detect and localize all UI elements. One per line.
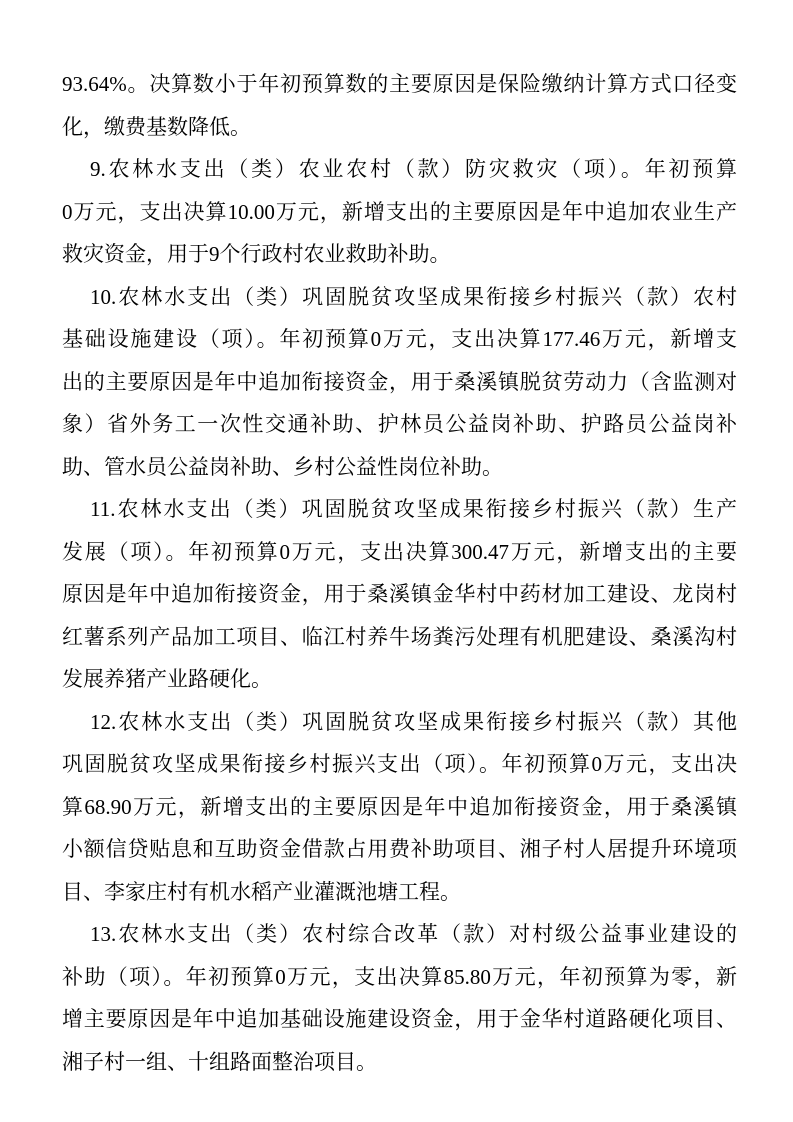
text-line: 出的主要原因是年中追加衔接资金，用于桑溪镇脱贫劳动力（含监测对 — [62, 369, 737, 394]
text-line: 目、李家庄村有机水稻产业灌溉池塘工程。 — [62, 879, 461, 904]
text-line: 助、管水员公益岗补助、乡村公益性岗位补助。 — [62, 454, 503, 479]
text-line: 11.农林水支出（类）巩固脱贫攻坚成果衔接乡村振兴（款）生产 — [90, 497, 737, 521]
text-line: 补助（项）。年初预算0万元，支出决算85.80万元，年初预算为零，新 — [62, 964, 737, 989]
text-line: 象）省外务工一次性交通补助、护林员公益岗补助、护路员公益岗补 — [62, 412, 737, 436]
text-line: 原因是年中追加衔接资金，用于桑溪镇金华村中药材加工建设、龙岗村 — [62, 582, 737, 606]
text-line: 基础设施建设（项）。年初预算0万元，支出决算177.46万元，新增支 — [62, 327, 737, 351]
text-line: 发展（项）。年初预算0万元，支出决算300.47万元，新增支出的主要 — [62, 539, 737, 564]
text-line: 小额信贷贴息和互助资金借款占用费补助项目、湘子村人居提升环境项 — [62, 837, 737, 861]
text-line: 巩固脱贫攻坚成果衔接乡村振兴支出（项）。年初预算0万元，支出决 — [62, 752, 737, 776]
text-line: 湘子村一组、十组路面整治项目。 — [62, 1049, 377, 1074]
paragraph-continuation-item-8 — [62, 63, 737, 148]
paragraph-item-12 — [62, 701, 737, 914]
text-line: 0万元，支出决算10.00万元，新增支出的主要原因是年中追加农业生产 — [62, 199, 737, 224]
text-line: 12.农林水支出（类）巩固脱贫攻坚成果衔接乡村振兴（款）其他 — [90, 709, 737, 734]
text-line: 发展养猪产业路硬化。 — [62, 667, 272, 691]
text-line: 93.64%。决算数小于年初预算数的主要原因是保险缴纳计算方式口径变 — [62, 72, 737, 96]
paragraph-item-13 — [62, 913, 737, 1083]
text-line: 化，缴费基数降低。 — [62, 114, 251, 139]
text-line: 13.农林水支出（类）农村综合改革（款）对村级公益事业建设的 — [90, 922, 737, 946]
paragraph-item-9 — [62, 148, 737, 276]
paragraph-item-11 — [62, 488, 737, 701]
paragraph-item-10 — [62, 276, 737, 489]
text-line: 救灾资金，用于9个行政村农业救助补助。 — [62, 242, 451, 266]
text-line: 9.农林水支出（类）农业农村（款）防灾救灾（项）。年初预算 — [90, 157, 737, 181]
text-line: 10.农林水支出（类）巩固脱贫攻坚成果衔接乡村振兴（款）农村 — [90, 284, 737, 309]
text-line: 红薯系列产品加工项目、临江村养牛场粪污处理有机肥建设、桑溪沟村 — [62, 624, 737, 649]
text-line: 增主要原因是年中追加基础设施建设资金，用于金华村道路硬化项目、 — [62, 1007, 737, 1031]
text-line: 算68.90万元，新增支出的主要原因是年中追加衔接资金，用于桑溪镇 — [62, 794, 737, 819]
